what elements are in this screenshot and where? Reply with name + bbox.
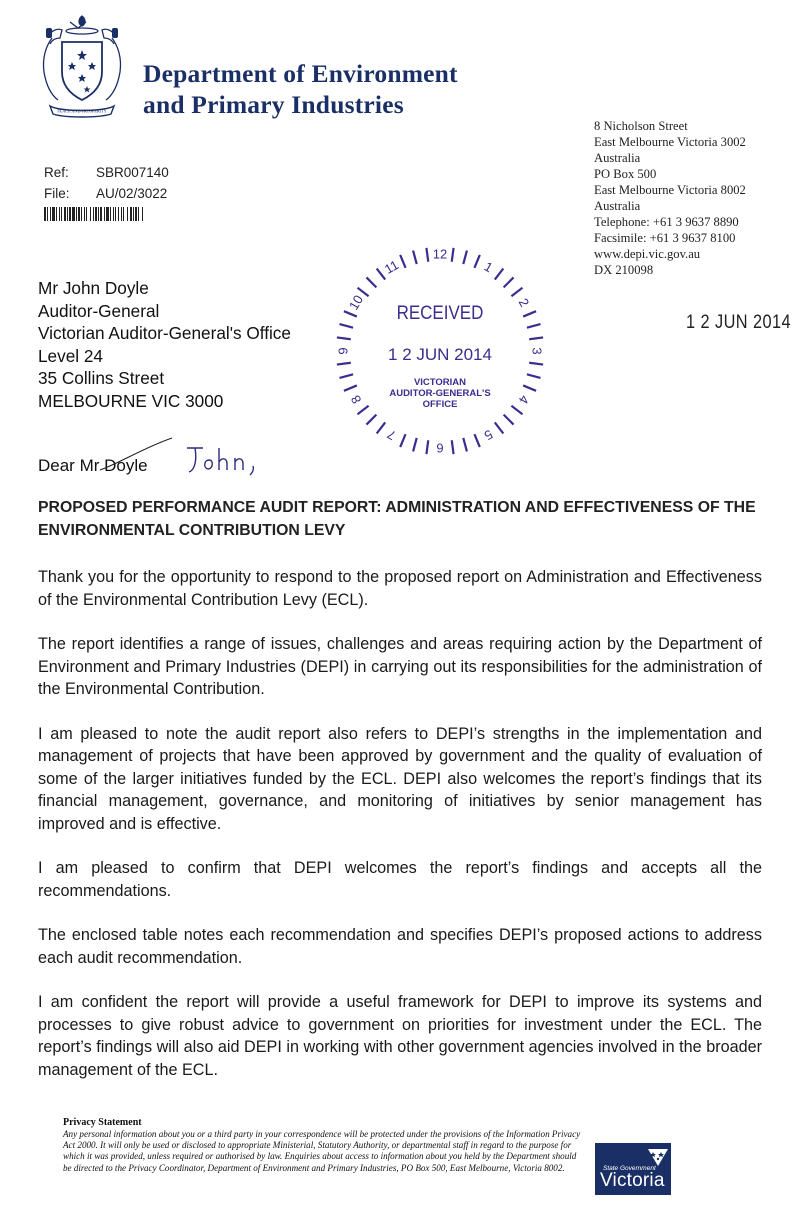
body-paragraph: The enclosed table notes each recommendation and specifies DEPI’s proposed actions to address each audit recommendation.	[38, 926, 762, 967]
recipient-city: MELBOURNE VIC 3000	[38, 390, 224, 411]
stamp-clock-number: 5	[481, 426, 496, 444]
stamp-tick	[511, 288, 522, 297]
stamp-clock-number: 2	[515, 295, 533, 310]
barcode-bar	[106, 207, 109, 221]
recipient-name: Mr John Doyle	[38, 278, 149, 298]
barcode-bar	[90, 207, 91, 221]
letter-body	[38, 566, 762, 1103]
handwritten-greeting	[187, 440, 297, 482]
stamp-clock-number: 1	[481, 258, 496, 276]
barcode-bar	[133, 207, 134, 221]
stamp-tick	[523, 311, 536, 316]
svg-text:PEACE AND PROSPERITY: PEACE AND PROSPERITY	[57, 108, 107, 114]
barcode-bar	[78, 207, 80, 221]
barcode-bar	[100, 207, 102, 221]
barcode-bar	[59, 207, 60, 221]
stamp-date: 1 2 JUN 2014	[388, 345, 492, 364]
stamp-tick	[377, 422, 386, 433]
stamp-tick	[474, 255, 479, 268]
letter-date: 1 2 JUN 2014	[686, 312, 792, 333]
stamp-tick	[495, 422, 504, 433]
barcode-bar	[81, 207, 82, 221]
address-line: East Melbourne Victoria 3002	[594, 135, 746, 149]
state-government-label: State Government	[603, 1165, 656, 1172]
barcode-bar	[98, 207, 99, 221]
subject-heading: PROPOSED PERFORMANCE AUDIT REPORT: ADMINISTRATION AND EFFECTIVENESS OF THE ENVIRONMENTAL CONTRIBUTION LEVY	[38, 499, 756, 539]
body-paragraph: Thank you for the opportunity to respond to the proposed report on Administration and Effectiveness of the Environmental Contribution Levy (ECL).	[38, 568, 762, 609]
stamp-clock-number: 10	[345, 292, 367, 313]
barcode-bar	[67, 207, 68, 221]
website-line: www.depi.vic.gov.au	[594, 247, 701, 261]
barcode-bar	[121, 207, 122, 221]
barcode-bar	[61, 207, 62, 221]
stamp-tick	[344, 311, 357, 316]
barcode-bar	[118, 207, 119, 221]
stamp-clock-number: 6	[436, 440, 444, 456]
stamp-clock-number: 9	[335, 347, 351, 355]
barcode-bar	[84, 207, 85, 221]
barcode-bar	[115, 207, 116, 221]
stamp-tick	[357, 288, 368, 297]
file-value: AU/02/3022	[96, 186, 168, 201]
barcode-bar	[142, 207, 143, 221]
victoria-label: Victoria	[600, 1170, 665, 1191]
received-stamp	[330, 242, 550, 460]
barcode-bar	[95, 207, 97, 221]
file-label: File:	[44, 186, 70, 201]
recipient-street: 35 Collins Street	[38, 368, 165, 388]
dx-line: DX 210098	[594, 263, 654, 277]
stamp-tick	[474, 434, 479, 447]
stamp-tick	[400, 434, 405, 447]
barcode-bar	[93, 207, 94, 221]
stamp-tick	[523, 385, 536, 390]
barcode-bar	[76, 207, 77, 221]
department-name-line2: and Primary Industries	[143, 90, 404, 119]
stamp-tick	[400, 255, 405, 268]
barcode-bar	[86, 207, 87, 221]
barcode-bar	[123, 207, 124, 221]
telephone-line: Telephone: +61 3 9637 8890	[594, 215, 739, 229]
triangle-logo-icon	[647, 1147, 669, 1167]
stamp-tick	[504, 277, 514, 287]
barcode-bar	[127, 207, 128, 221]
barcode-bar	[113, 207, 114, 221]
department-name-line1: Department of Environment	[143, 59, 458, 88]
stamp-org-line1: VICTORIAN	[413, 377, 467, 388]
barcode-bar	[130, 207, 132, 221]
department-address	[594, 118, 746, 278]
reference-row	[44, 164, 169, 182]
facsimile-line: Facsimile: +61 3 9637 8100	[594, 231, 736, 245]
stamp-org-line2: AUDITOR-GENERAL'S	[389, 388, 491, 399]
recipient-office: Victorian Auditor-General's Office	[38, 323, 291, 343]
ref-value: SBR007140	[96, 165, 169, 180]
body-paragraph: I am pleased to confirm that DEPI welcomes the report’s findings and accepts all the recommendations.	[38, 859, 762, 900]
address-line: Australia	[594, 151, 641, 165]
recipient-level: Level 24	[38, 345, 103, 366]
stamp-tick	[366, 277, 376, 287]
barcode-bar	[104, 207, 105, 221]
stamp-tick	[377, 268, 386, 279]
coat-of-arms-logo	[32, 10, 132, 122]
body-paragraph: I am confident the report will provide a useful framework for DEPI to improve its systems and processes to give robust advice to government on priorities for investment under the ECL. The report’s findings will also aid DEPI in working with other government agencies involved in the broader management of the ECL.	[38, 993, 762, 1079]
stamp-org-line3: OFFICE	[422, 399, 458, 410]
ref-label: Ref:	[44, 165, 69, 180]
barcode-bar	[56, 207, 57, 221]
stamp-clock-number: 7	[384, 426, 399, 444]
privacy-title: Privacy Statement	[63, 1117, 142, 1128]
stamp-clock-number: 4	[515, 392, 533, 407]
stamp-tick	[495, 268, 504, 279]
strikethrough-mark	[88, 436, 178, 476]
address-line: East Melbourne Victoria 8002	[594, 183, 746, 197]
barcode-bar	[135, 207, 137, 221]
address-line: 8 Nicholson Street	[594, 119, 688, 133]
recipient-address	[38, 277, 291, 412]
barcode-bar	[110, 207, 111, 221]
address-line: Australia	[594, 199, 641, 213]
body-paragraph: I am pleased to note the audit report also refers to DEPI’s strengths in the implementation and management of projects that have been approved by government and the quality of evaluation of some of the larger initiatives funded by the ECL. DEPI also welcomes the report’s findings that its financial management, governance, and monitoring of initiatives by senior management has improved and is effective.	[38, 724, 762, 833]
stamp-tick	[511, 406, 522, 415]
barcode-bar	[52, 207, 55, 221]
body-paragraph: The report identifies a range of issues, challenges and areas requiring action by the Department of Environment and Primary Industries (DEPI) in carrying out its responsibilities for the administration of the Environmental Contribution.	[38, 635, 762, 698]
barcode-bar	[64, 207, 66, 221]
barcode-bar	[69, 207, 71, 221]
barcode-bar	[138, 207, 139, 221]
address-line: PO Box 500	[594, 167, 657, 181]
barcode-bar	[44, 207, 46, 221]
stamp-clock-number: 12	[432, 246, 448, 262]
stamp-clock-number: 3	[529, 347, 545, 355]
stamp-clock-number: 8	[347, 392, 365, 407]
privacy-statement	[63, 1117, 583, 1174]
stamp-clock-number: 11	[381, 257, 402, 277]
file-row	[44, 185, 167, 203]
barcode-bar	[47, 207, 48, 221]
stamp-tick	[366, 415, 376, 425]
barcode	[44, 207, 190, 221]
department-name	[143, 58, 458, 120]
barcode-bar	[50, 207, 51, 221]
stamp-tick	[504, 415, 514, 425]
salutation: Dear Mr Doyle	[38, 456, 148, 475]
recipient-title: Auditor-General	[38, 300, 160, 321]
privacy-text: Any personal information about you or a third party in your correspondence will be protected under the provisions of the Information Privacy Act 2000. It will only be used or disclosed to appropriate Ministerial, Statutory Authority, or departmental staff in regard to the purpose for which it was provided, unless required or authorised by law. Enquiries about access to information about you held by the Department should be directed to the Privacy Coordinator, Department of Environment and Primary Industries, PO Box 500, East Melbourne, Victoria 8002.	[63, 1129, 581, 1173]
stamp-title: RECEIVED	[396, 300, 484, 324]
stamp-tick	[357, 406, 368, 415]
barcode-bar	[72, 207, 75, 221]
stamp-tick	[344, 385, 357, 390]
